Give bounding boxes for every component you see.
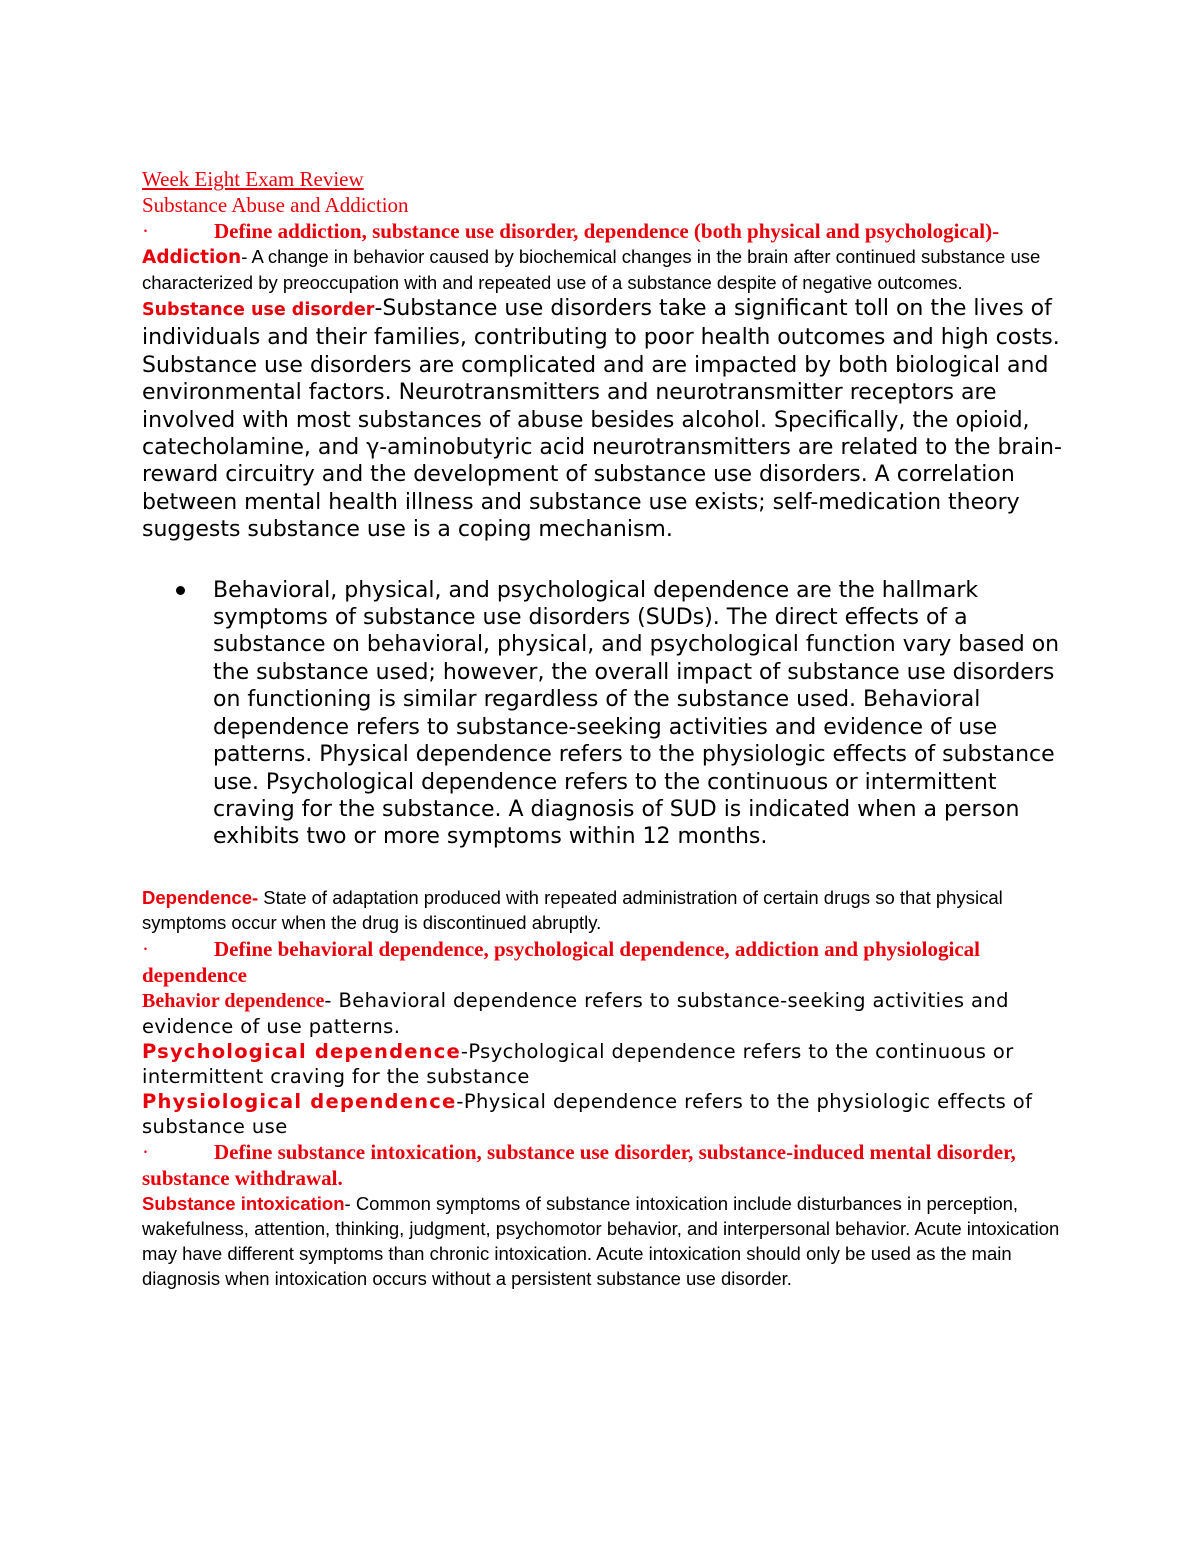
bullet-dot: ·: [142, 219, 149, 243]
question-2-text: Define behavioral dependence, psychological dependence, addiction and physiological dependence: [142, 936, 980, 987]
bullet-list: [142, 577, 1067, 851]
definition-addiction: [142, 244, 1067, 295]
document-body: [142, 166, 1067, 1291]
term-substance-intoxication: Substance intoxication: [142, 1192, 345, 1214]
term-behavior-dependence: Behavior dependence: [142, 989, 325, 1012]
term-substance-use-disorder: Substance use disorder: [142, 300, 375, 320]
question-3-text: Define substance intoxication, substance use disorder, substance-induced mental disorder, substance withdrawal.: [142, 1139, 1016, 1190]
question-3: [142, 1139, 1067, 1191]
term-physiological-dependence: Physiological dependence: [142, 1089, 457, 1113]
definition-substance-intoxication: [142, 1191, 1067, 1291]
definition-psychological-dependence: [142, 1039, 1067, 1089]
definition-substance-use-disorder-text: -Substance use disorders take a significant toll on the lives of individuals and their families, contributing to poor health outcomes and high costs. Substance use disorders are complicated and are impacted by both biological and environmental factors. Neurotransmitters and neurotransmitter receptors are involved with most substances of abuse besides alcohol. Specifically, the opioid, catecholamine, and γ-aminobutyric acid neurotransmitters are related to the brain-reward circuitry and the development of substance use disorders. A correlation between mental health illness and substance use exists; self-medication theory suggests substance use is a coping mechanism.: [142, 296, 1062, 543]
definition-behavior-dependence: [142, 988, 1067, 1039]
document-subtitle: Substance Abuse and Addiction: [142, 193, 409, 217]
question-2: [142, 936, 1067, 988]
bullet-point-icon: [176, 586, 185, 595]
list-item-text: Behavioral, physical, and psychological dependence are the hallmark symptoms of substance use disorders (SUDs). The direct effects of a substance on behavioral, physical, and psychological function vary based on the substance used; however, the overall impact of substance use disorders on functioning is similar regardless of the substance used. Behavioral dependence refers to substance-seeking activities and evidence of use patterns. Physical dependence refers to the physiologic effects of substance use. Psychological dependence refers to the continuous or intermittent craving for the substance. A diagnosis of SUD is indicated when a person exhibits two or more symptoms within 12 months.: [213, 577, 1060, 850]
definition-addiction-text: - A change in behavior caused by biochemical changes in the brain after continued substance use characterized by preoccupation with and repeated use of a substance despite of negative outcomes.: [142, 246, 1041, 293]
bullet-dot: ·: [142, 1139, 149, 1164]
document-title: Week Eight Exam Review: [142, 167, 364, 191]
question-1-text: Define addiction, substance use disorder, dependence (both physical and psychological)-: [214, 219, 1000, 243]
term-dependence: Dependence-: [142, 886, 259, 908]
definition-behavior-dependence-text: - Behavioral dependence refers to substance-seeking activities and evidence of use patterns.: [142, 988, 1009, 1038]
definition-substance-intoxication-text: - Common symptoms of substance intoxication include disturbances in perception, wakefulness, attention, thinking, judgment, psychomotor behavior, and interpersonal behavior. Acute intoxication may have different symptoms than chronic intoxication. Acute intoxication should only be used as the main diagnosis when intoxication occurs without a persistent substance use disorder.: [142, 1192, 1060, 1289]
definition-physiological-dependence: [142, 1089, 1067, 1139]
term-psychological-dependence: Psychological dependence: [142, 1039, 461, 1063]
definition-dependence: [142, 885, 1067, 935]
bullet-dot: ·: [142, 936, 149, 961]
list-item: [142, 577, 1067, 851]
term-addiction: Addiction: [142, 247, 242, 268]
definition-substance-use-disorder: [142, 295, 1067, 544]
definition-psychological-dependence-text: -Psychological dependence refers to the continuous or intermittent craving for the substance: [142, 1039, 1014, 1088]
definition-physiological-dependence-text: -Physical dependence refers to the physiologic effects of substance use: [142, 1089, 1033, 1138]
definition-dependence-text: State of adaptation produced with repeated administration of certain drugs so that physical symptoms occur when the drug is discontinued abruptly.: [142, 886, 1003, 933]
question-1: [142, 218, 1067, 244]
